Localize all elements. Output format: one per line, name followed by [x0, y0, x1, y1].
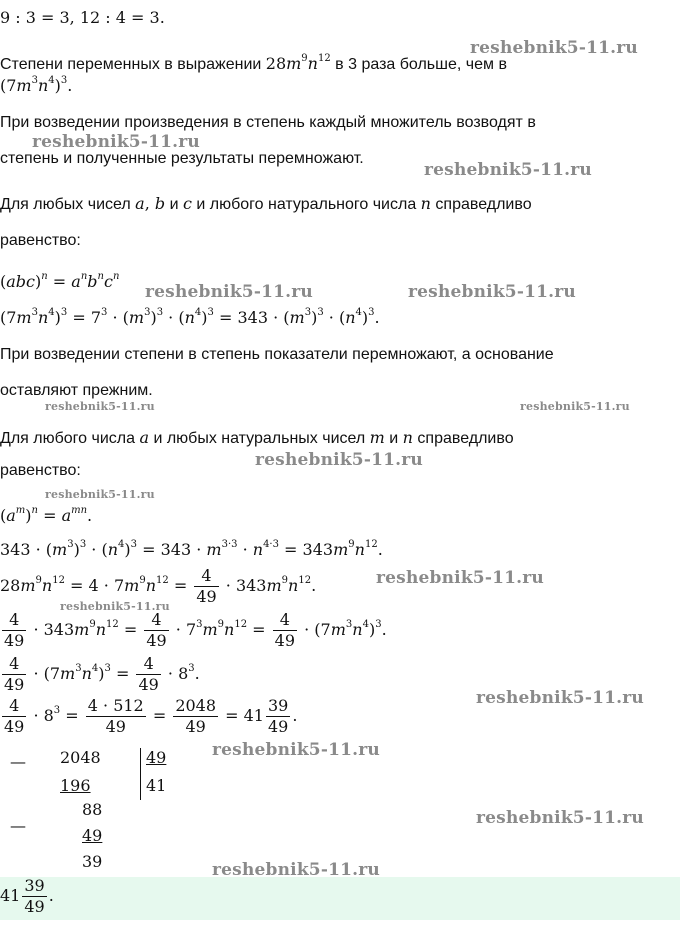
watermark: reshebnik5-11.ru: [212, 860, 380, 880]
equation-ratio-3: $\frac{4}{49}$ · $(7m^3n^4)^3$ = $\frac{4}{49}$ · $8^3$.: [4, 654, 200, 694]
division-divisor: 49: [146, 748, 167, 767]
division-remainder-2: 39: [82, 852, 103, 871]
watermark: reshebnik5-11.ru: [45, 400, 155, 413]
paragraph-2-line-a: При возведении произведения в степень каждый множитель возводят в: [0, 114, 536, 131]
answer-highlight: [0, 877, 680, 920]
paragraph-3-line-b: равенство:: [0, 232, 81, 249]
equation-line-1: 9 : 3 = 3, 12 : 4 = 3.: [0, 8, 165, 27]
paragraph-1-line-a: Степени переменных в выражении $28m^9n^{12}$ в 3 раза больше, чем в: [0, 53, 507, 73]
paragraph-5-line-b: равенство:: [0, 462, 81, 479]
division-quotient: 41: [146, 776, 167, 795]
equation-ratio-2: $\frac{4}{49}$ · $343m^9n^{12}$ = $\frac{4}{49}$ · $7^3m^9n^{12}$ = $\frac{4}{49}$ · $(7m^3n^4)^3$.: [4, 610, 387, 650]
division-subtrahend-1: 196: [60, 776, 91, 795]
division-minus-2: —: [10, 816, 26, 835]
watermark: reshebnik5-11.ru: [45, 488, 155, 501]
paragraph-3-line-a: Для любых чисел a, b и c и любого натурального числа n справедливо: [0, 194, 532, 213]
division-bar: [140, 748, 141, 800]
watermark: reshebnik5-11.ru: [212, 740, 380, 760]
division-subtrahend-2: 49: [82, 826, 103, 845]
watermark: reshebnik5-11.ru: [145, 282, 313, 302]
watermark: reshebnik5-11.ru: [476, 688, 644, 708]
watermark: reshebnik5-11.ru: [408, 282, 576, 302]
watermark: reshebnik5-11.ru: [376, 568, 544, 588]
paragraph-1-line-b: $(7m^3n^4)^3$.: [0, 75, 73, 95]
paragraph-5-line-a: Для любого числа a и любых натуральных чисел m и n справедливо: [0, 428, 514, 447]
final-answer: 41 $\frac{39}{49}$ .: [0, 876, 54, 916]
paragraph-4-line-a: При возведении степени в степень показатели перемножают, а основание: [0, 346, 554, 363]
equation-power-rule: $(a^m)^n = a^{mn}$.: [0, 505, 93, 525]
equation-ratio-1: $28m^9n^{12} = 4 \cdot 7m^9n^{12}$ = $\frac{4}{49}$ · $343m^9n^{12}$.: [0, 566, 317, 606]
division-remainder-1: 88: [82, 800, 103, 819]
equation-abc: $(abc)^n = a^nb^nc^n$: [0, 271, 120, 291]
watermark: reshebnik5-11.ru: [255, 450, 423, 470]
watermark: reshebnik5-11.ru: [476, 808, 644, 828]
watermark: reshebnik5-11.ru: [424, 160, 592, 180]
equation-simplify: $343 \cdot (m^3)^3 \cdot (n^4)^3 = 343 \cdot m^{3\cdot 3} \cdot n^{4\cdot 3} = 343m^9n^{12}$.: [0, 539, 383, 559]
paragraph-4-line-b: оставляют прежним.: [0, 382, 153, 399]
division-minus-1: —: [10, 752, 26, 771]
watermark: reshebnik5-11.ru: [60, 600, 170, 613]
watermark: reshebnik5-11.ru: [32, 132, 200, 152]
watermark: reshebnik5-11.ru: [470, 38, 638, 58]
equation-ratio-4: $\frac{4}{49}$ · $8^3$ = $\frac{4 \cdot 512}{49}$ = $\frac{2048}{49}$ = 41 $\frac{39}{49}$ .: [4, 696, 298, 736]
paragraph-2-line-b: степень и полученные результаты перемножают.: [0, 150, 364, 167]
equation-expand: $(7m^3n^4)^3 = 7^3 \cdot (m^3)^3 \cdot (n^4)^3 = 343 \cdot (m^3)^3 \cdot (n^4)^3$.: [0, 307, 380, 327]
watermark: reshebnik5-11.ru: [520, 400, 630, 413]
division-dividend: 2048: [60, 748, 101, 767]
